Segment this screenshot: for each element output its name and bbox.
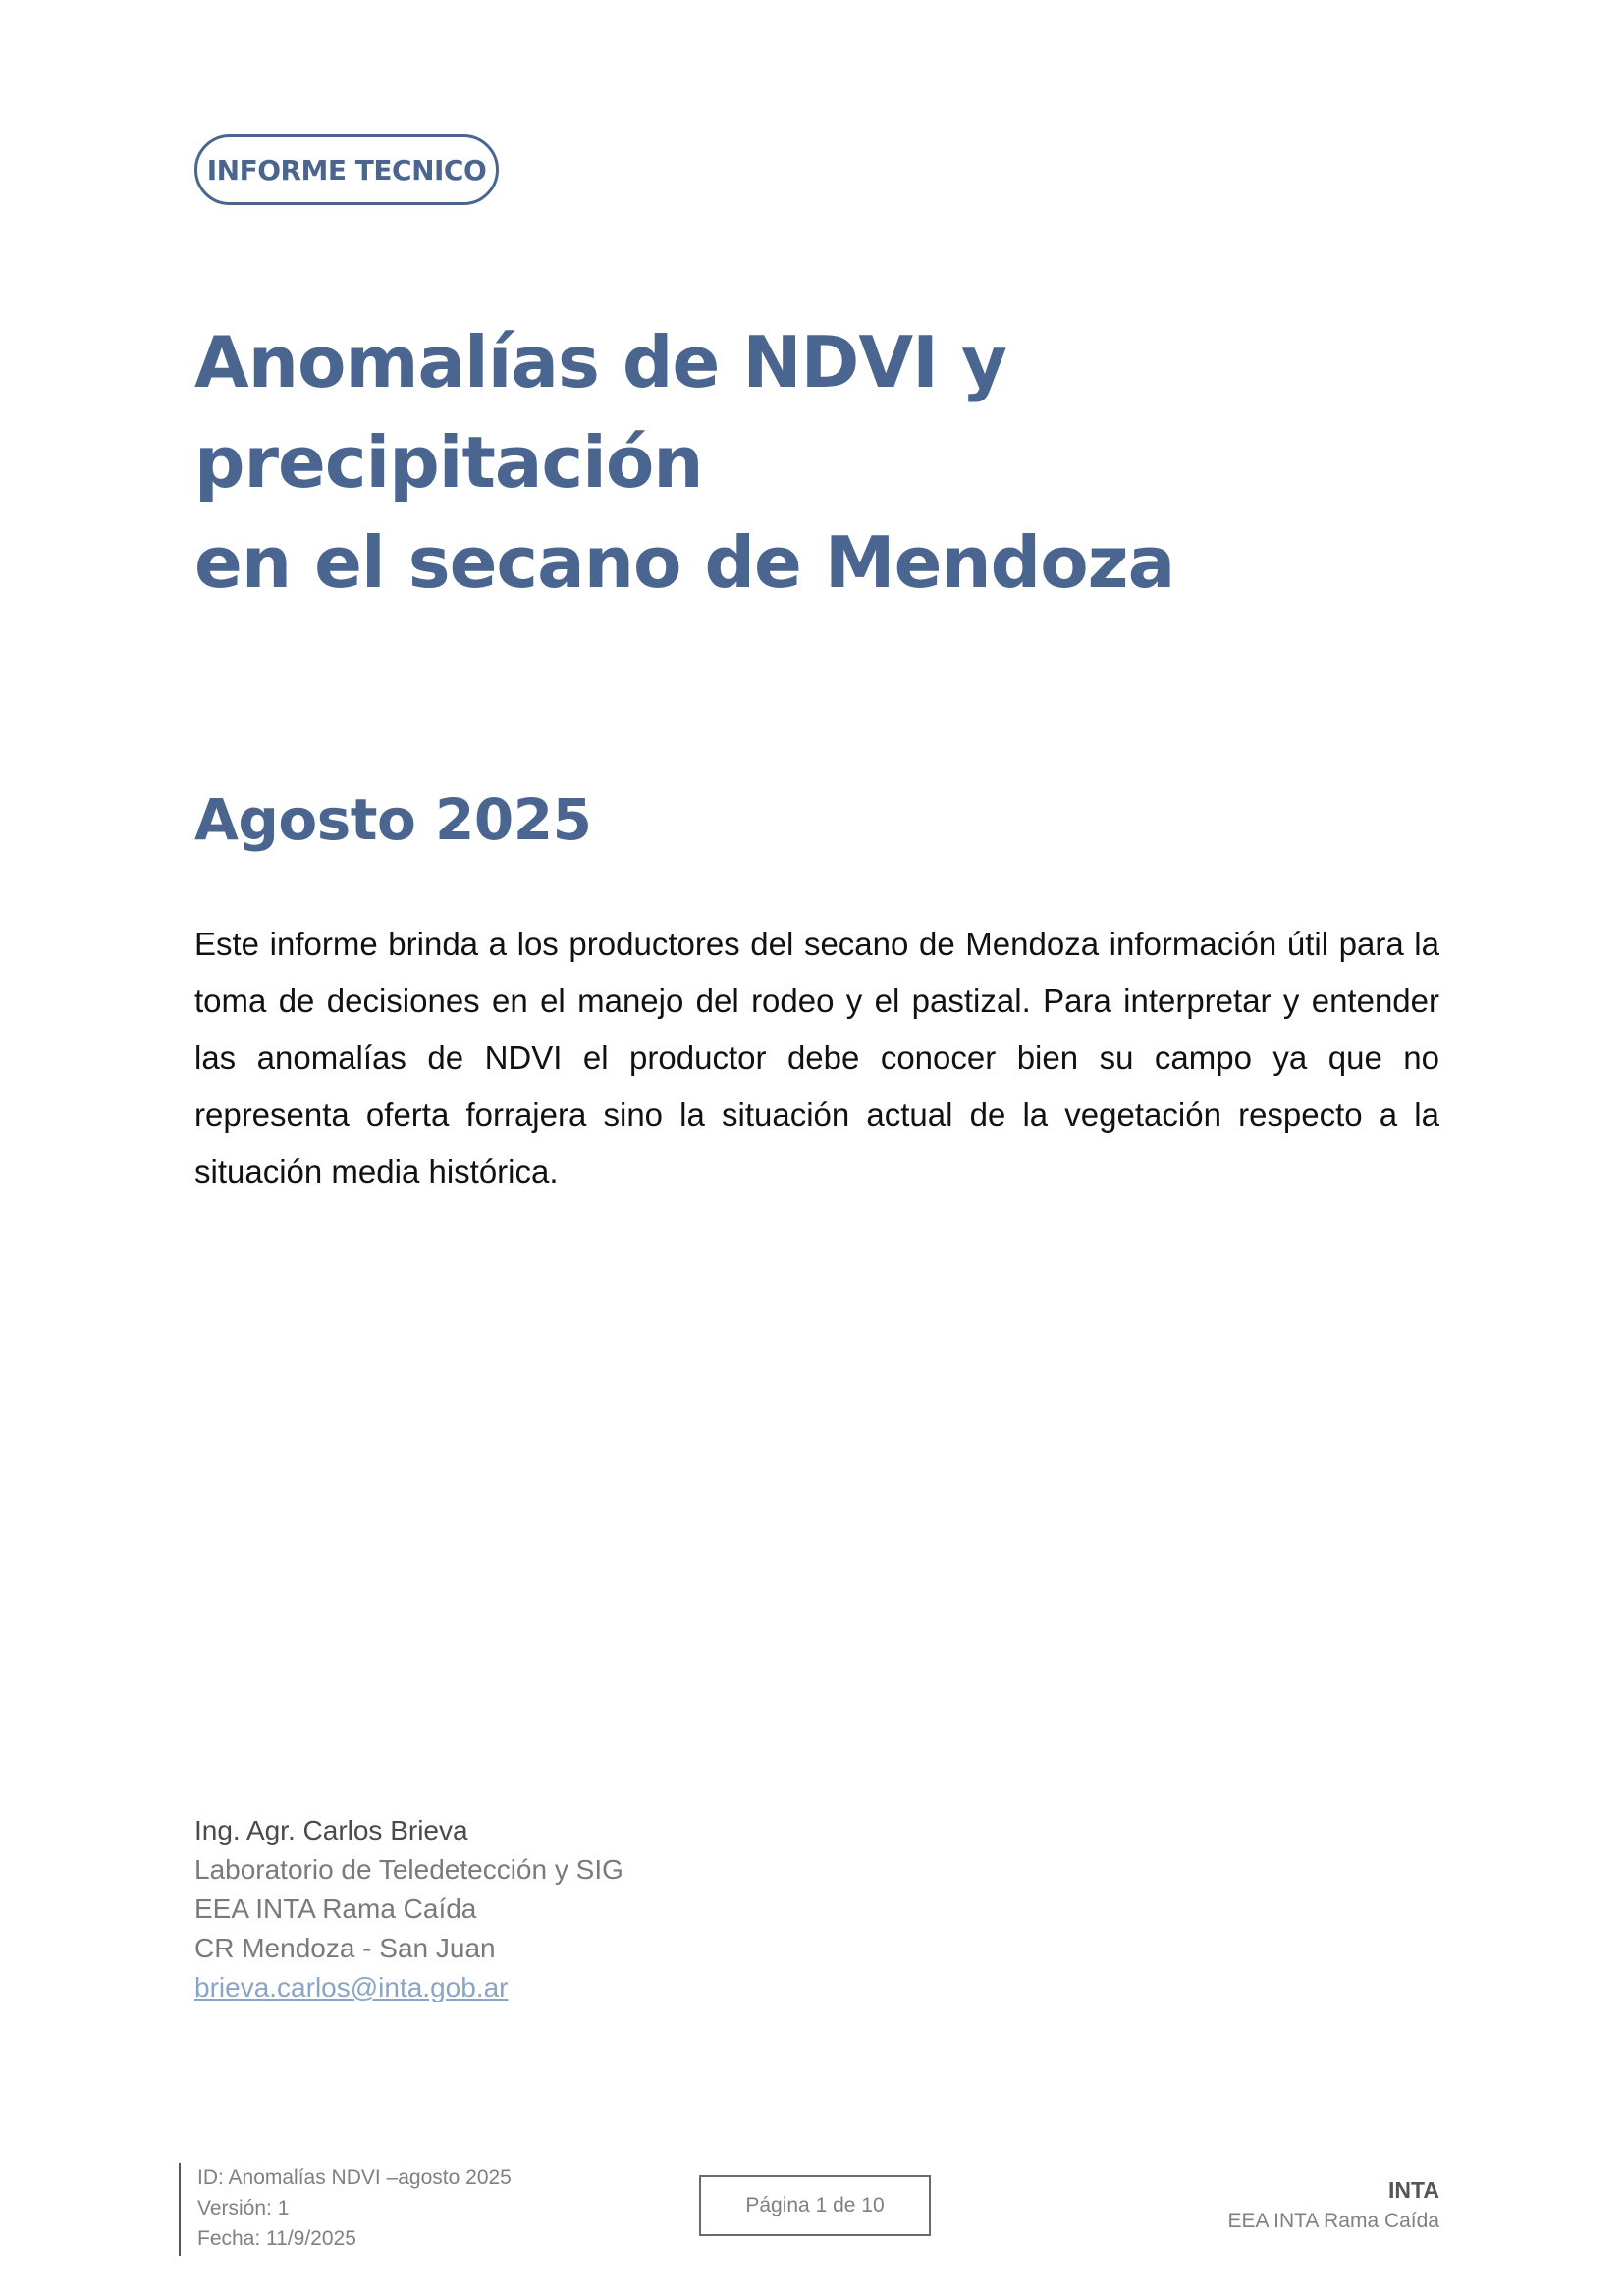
institution-unit: EEA INTA Rama Caída: [1227, 2210, 1439, 2232]
document-title-line-1: Anomalías de NDVI y precipitación: [194, 321, 1006, 504]
author-lab: Laboratorio de Teledetección y SIG: [194, 1854, 623, 1885]
document-metadata: [179, 2163, 512, 2256]
author-email-link[interactable]: brieva.carlos@inta.gob.ar: [194, 1972, 509, 2002]
page-number: Página 1 de 10: [745, 2194, 885, 2216]
author-block: [194, 1811, 623, 2007]
document-date: Fecha: 11/9/2025: [197, 2227, 356, 2250]
document-title-line-2: en el secano de Mendoza: [194, 521, 1175, 604]
document-title: [194, 312, 1471, 613]
report-type-badge: [194, 134, 499, 205]
report-type-label: INFORME TECNICO: [206, 153, 487, 187]
report-period: Agosto 2025: [194, 786, 592, 853]
page-number-box: [699, 2175, 931, 2236]
institution-block: [1227, 2174, 1439, 2237]
intro-paragraph: Este informe brinda a los productores del secano de Mendoza información útil para la toma de decisiones en el manejo del rodeo y el pastizal. Para interpretar y entender las anomalías de NDVI el productor debe conocer bien su campo ya que no representa oferta forrajera sino la situación actual de la vegetación respecto a la situación media histórica.: [194, 926, 1439, 1190]
document-id: ID: Anomalías NDVI –agosto 2025: [197, 2166, 512, 2189]
author-region: CR Mendoza - San Juan: [194, 1933, 496, 1963]
institution-name: INTA: [1388, 2177, 1439, 2203]
document-version: Versión: 1: [197, 2197, 290, 2219]
author-station: EEA INTA Rama Caída: [194, 1894, 477, 1924]
author-name: Ing. Agr. Carlos Brieva: [194, 1815, 468, 1845]
